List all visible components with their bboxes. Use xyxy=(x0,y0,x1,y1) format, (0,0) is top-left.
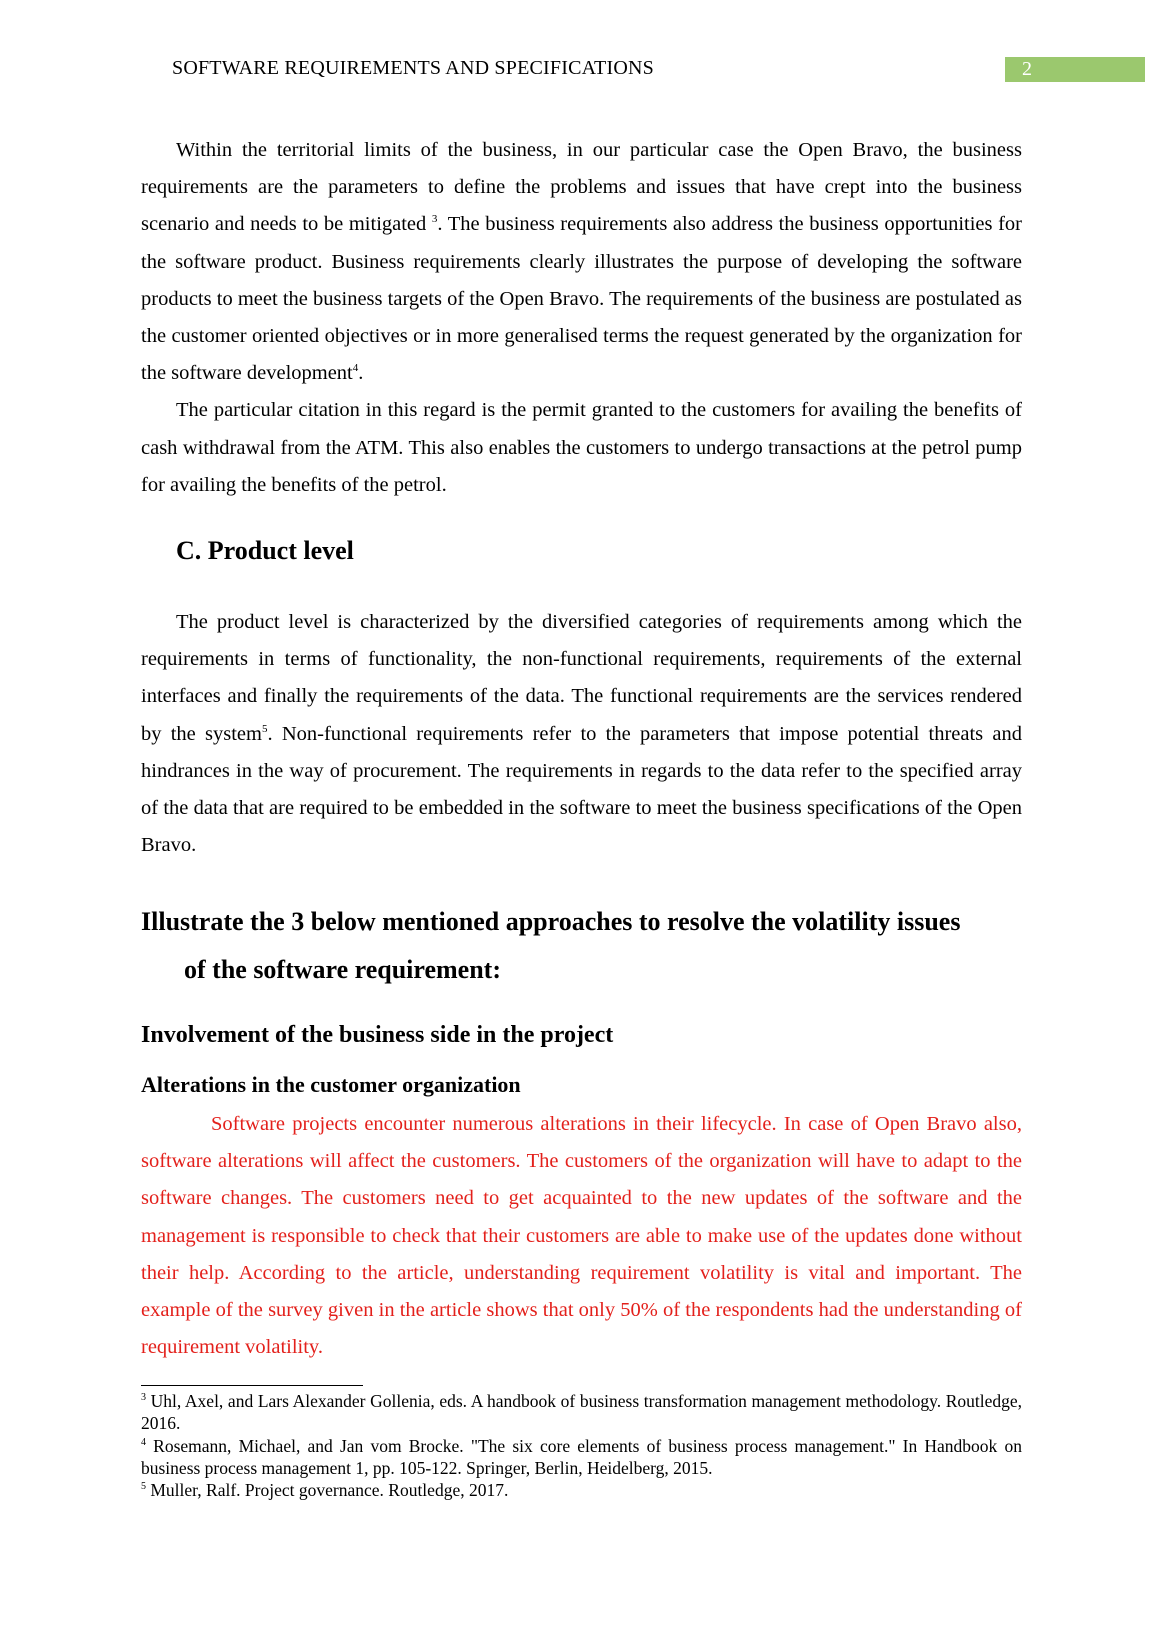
footnote-number: 3 xyxy=(141,1392,146,1403)
product-level-section xyxy=(141,604,1022,864)
footnote-3 xyxy=(141,1390,1022,1435)
product-level-text-b: . Non-functional requirements refer to the parameters that impose potential threats and hindrances in the way of procurement. The requirements in regards to the data refer to the specified array of the data that are required to be embedded in the software to meet the business specifications of the Open Bravo. xyxy=(141,722,1022,857)
footnote-ref-3: 3 xyxy=(431,213,438,226)
intro-section xyxy=(141,132,1022,504)
alterations-heading: Alterations in the customer organization xyxy=(141,1072,521,1097)
footnote-text: Uhl, Axel, and Lars Alexander Gollenia, eds. A handbook of business transformation management methodology. Routledge, 2016. xyxy=(141,1391,1022,1434)
intro-p1-text-c: . xyxy=(358,362,364,385)
footnote-5 xyxy=(141,1479,1022,1501)
intro-paragraph-2: The particular citation in this regard is the permit granted to the customers for availing the benefits of cash withdrawal from the ATM. This also enables the customers to undergo transactions at the petrol pump for availing the benefits of the petrol. xyxy=(141,399,1022,496)
illustrate-heading xyxy=(141,898,1041,994)
footnote-ref-5: 5 xyxy=(261,722,268,735)
alterations-paragraph: Software projects encounter numerous alterations in their lifecycle. In case of Open Bravo also, software alterations will affect the customers. The customers of the organization will have to adapt to the software changes. The customers need to get acquainted to the new updates of the software and the management is responsible to check that their customers are able to make use of the updates done without their help. According to the article, understanding requirement volatility is vital and important. The example of the survey given in the article shows that only 50% of the respondents had the understanding of requirement volatility. xyxy=(141,1113,1022,1359)
intro-p1-text-a: Within the territorial limits of the business, in our particular case the Open Bravo, the business requirements are the parameters to define the problems and issues that have crept into the business scenario and needs to be mitigated xyxy=(141,139,1022,236)
product-level-text-a: The product level is characterized by the diversified categories of requirements among which the requirements in terms of functionality, the non-functional requirements, requirements of the external interfaces and finally the requirements of the data. The functional requirements are the services rendered by the system xyxy=(141,611,1022,745)
intro-p1-text-b: . The business requirements also address the business opportunities for the software product. Business requirements clearly illustrates the purpose of developing the software products to meet the business targets of the Open Bravo. The requirements of the business are postulated as the customer oriented objectives or in more generalised terms the request generated by the organization for the software development xyxy=(141,213,1023,385)
product-level-heading: C. Product level xyxy=(176,536,354,565)
footnote-separator xyxy=(141,1385,363,1386)
footnote-number: 5 xyxy=(141,1481,146,1493)
footnote-text: Muller, Ralf. Project governance. Routledge, 2017. xyxy=(146,1480,509,1501)
intro-paragraph-1 xyxy=(141,132,1022,392)
illustrate-heading-line-2: of the software requirement: xyxy=(184,955,501,984)
footnote-ref-4: 4 xyxy=(352,362,359,375)
illustrate-heading-line-1: Illustrate the 3 below mentioned approaches to resolve the volatility issues xyxy=(141,907,961,936)
footnotes xyxy=(141,1390,1022,1501)
page-number: 2 xyxy=(1005,57,1145,82)
footnote-number: 4 xyxy=(141,1436,146,1448)
footnote-4 xyxy=(141,1435,1022,1480)
product-level-paragraph xyxy=(141,604,1022,864)
involvement-heading: Involvement of the business side in the project xyxy=(141,1022,614,1048)
running-header: SOFTWARE REQUIREMENTS AND SPECIFICATIONS xyxy=(172,57,654,79)
footnote-text: Rosemann, Michael, and Jan vom Brocke. "The six core elements of business process management." In Handbook on business process management 1, pp. 105-122. Springer, Berlin, Heidelberg, 2015. xyxy=(141,1435,1022,1478)
alterations-section xyxy=(141,1106,1022,1366)
